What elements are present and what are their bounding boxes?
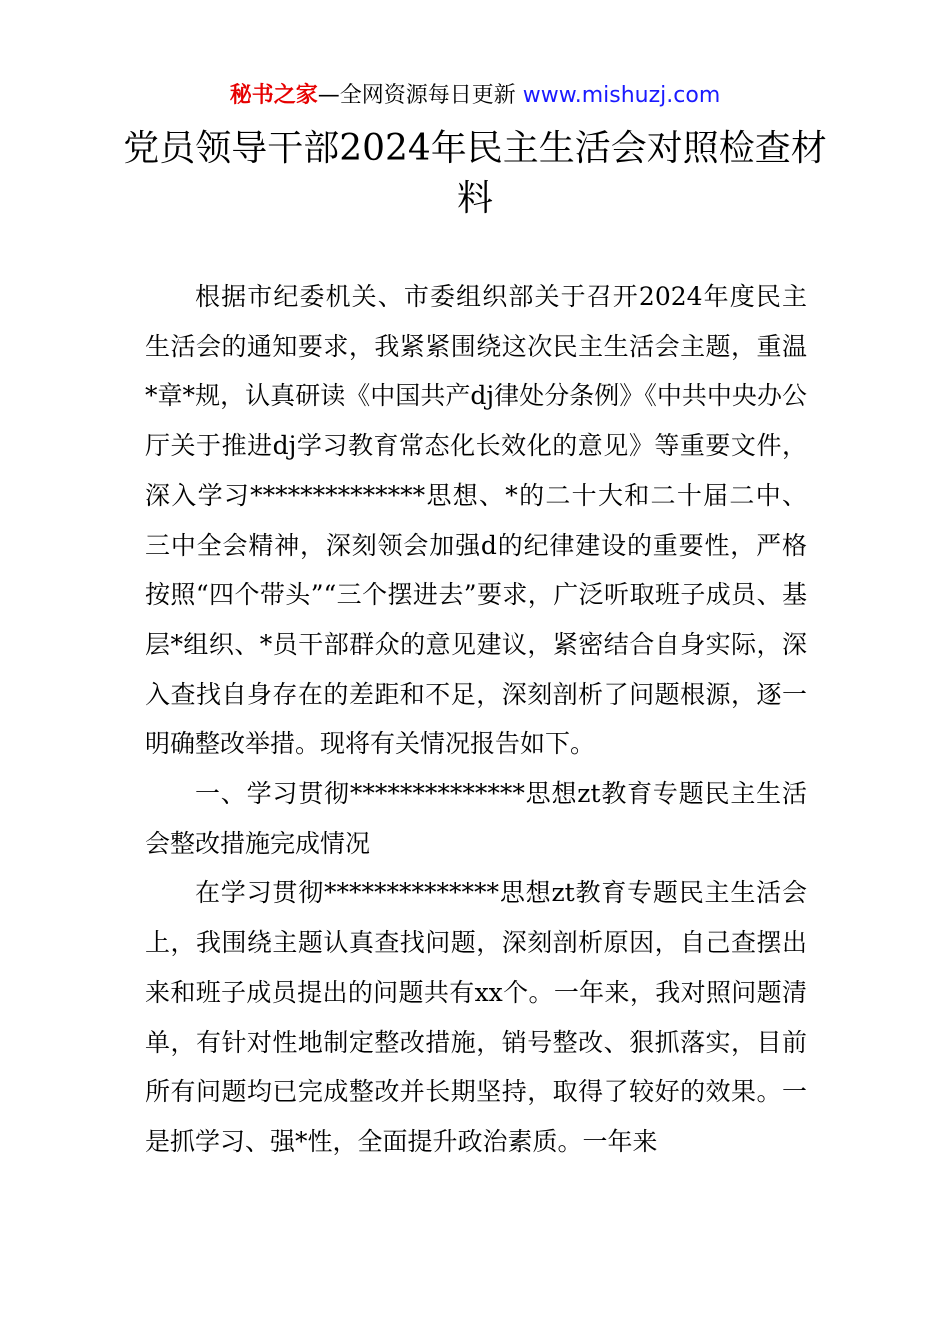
document-body <box>145 272 807 1167</box>
section-paragraph: 在学习贯彻**************思想zt教育专题民主生活会上，我围绕主题认真查找问题，深刻剖析原因，自己查摆出来和班子成员提出的问题共有xx个。一年来，我对照问题清单，有针对性地制定整改措施，销号整改、狠抓落实，目前所有问题均已完成整改并长期坚持，取得了较好的效果。一是抓学习、强*性，全面提升政治素质。一年来 <box>145 878 807 1156</box>
intro-paragraph: 根据市纪委机关、市委组织部关于召开2024年度民主生活会的通知要求，我紧紧围绕这次民主生活会主题，重温*章*规，认真研读《中国共产dj律处分条例》《中共中央办公厅关于推进dj学习教育常态化长效化的意见》等重要文件，深入学习**************思想、*的二十大和二十届二中、三中全会精神，深刻领会加强d的纪律建设的重要性，严格按照“四个带头”“三个摆进去”要求，广泛听取班子成员、基层*组织、*员干部群众的意见建议，紧密结合自身实际，深入查找自身存在的差距和不足，深刻剖析了问题根源，逐一明确整改举措。现将有关情况报告如下。 <box>145 282 807 759</box>
section-heading: 一、学习贯彻**************思想zt教育专题民主生活会整改措施完成情况 <box>145 779 807 858</box>
site-url[interactable]: www.mishuzj.com <box>522 83 721 108</box>
site-header <box>0 80 950 112</box>
site-tagline: —全网资源每日更新 <box>317 83 516 108</box>
document-title: 党员领导干部2024年民主生活会对照检查材料 <box>123 128 827 219</box>
site-name: 秘书之家 <box>229 83 318 108</box>
